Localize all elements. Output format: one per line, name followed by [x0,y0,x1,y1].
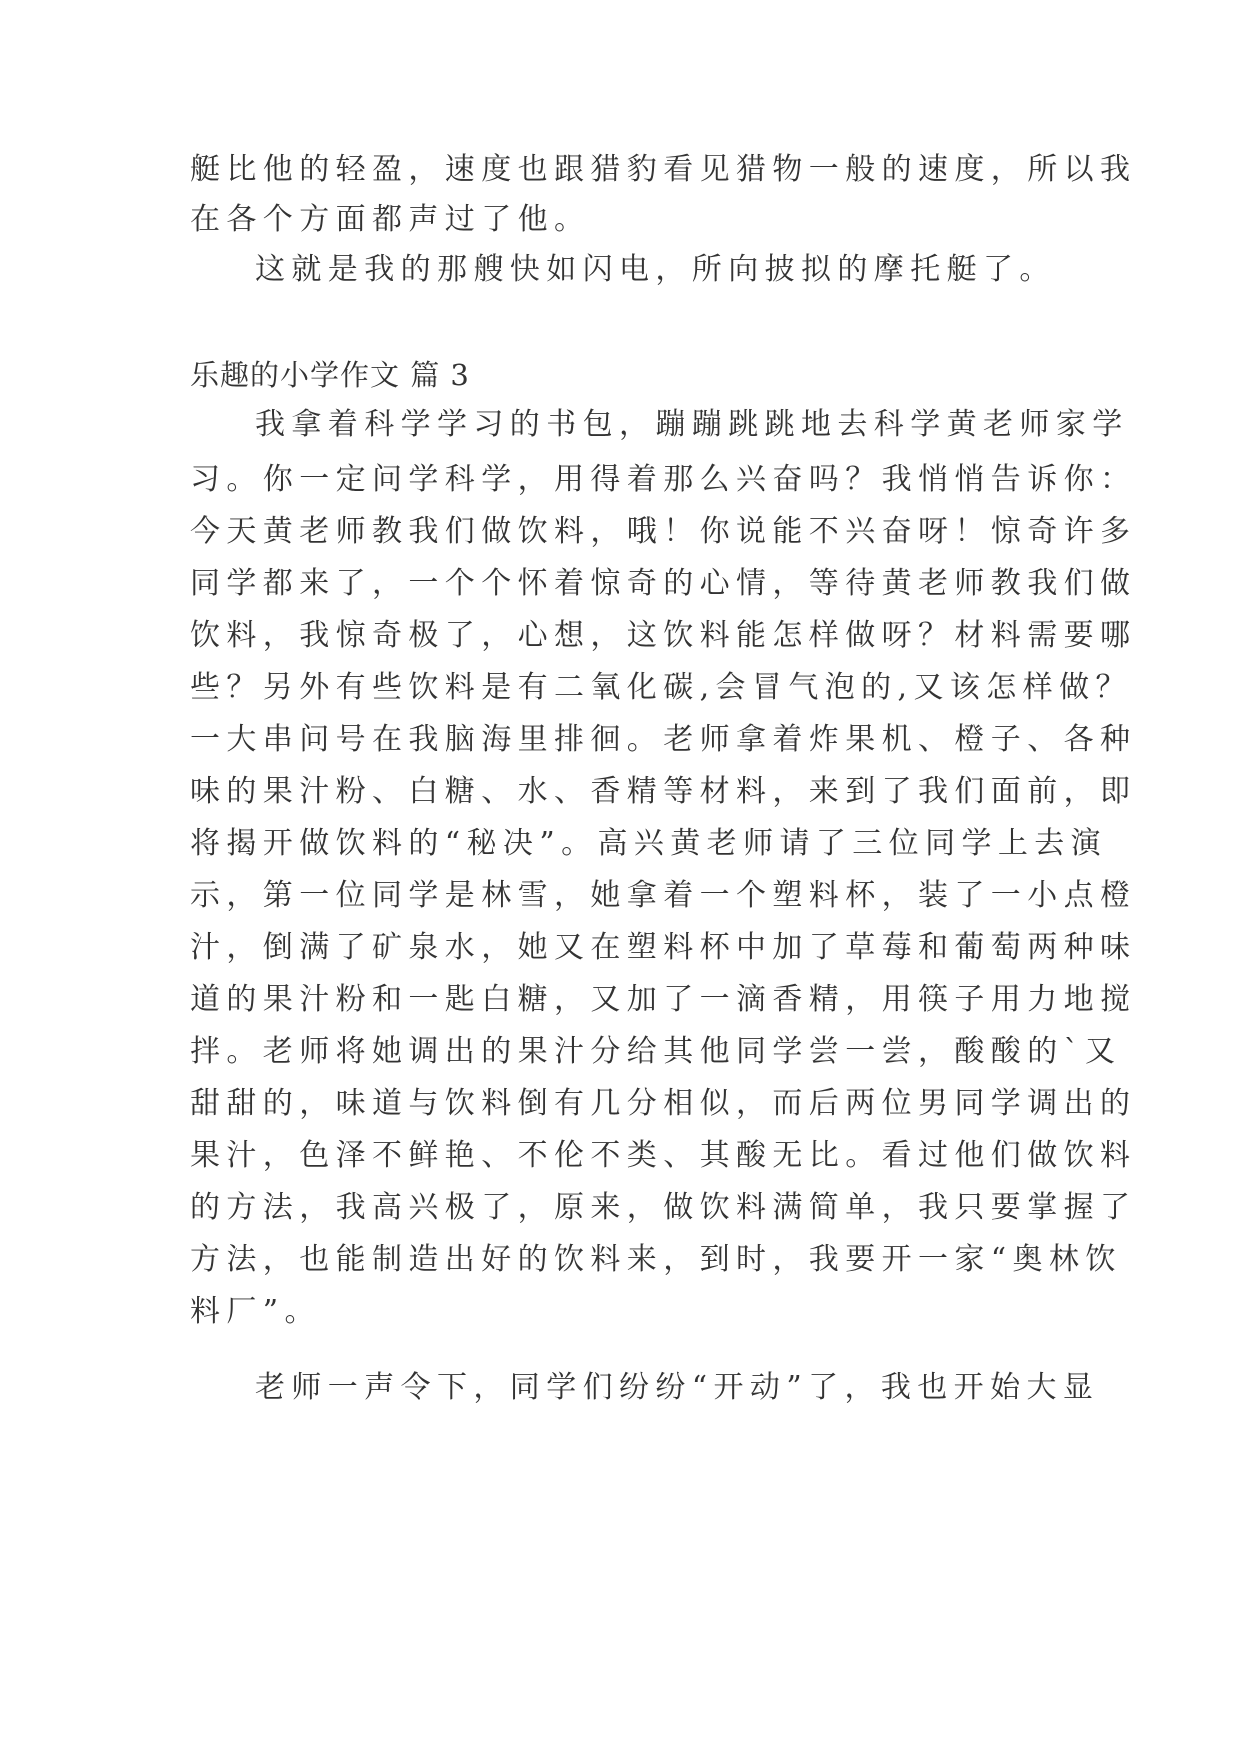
text-line-16: 拌。老师将她调出的果汁分给其他同学尝一尝，酸酸的`又 [190,1034,1122,1069]
text-line-5: 习。你一定问学科学，用得着那么兴奋吗？我悄悄告诉你： [190,462,1137,497]
text-line-17: 甜甜的，味道与饮料倒有几分相似，而后两位男同学调出的 [190,1086,1137,1121]
text-line-12: 将揭开做饮料的“秘决”。高兴黄老师请了三位同学上去演 [190,826,1108,861]
text-line-11: 味的果汁粉、白糖、水、香精等材料，来到了我们面前，即 [190,774,1137,809]
text-line-21: 料厂”。 [190,1294,321,1329]
text-line-2: 在各个方面都声过了他。 [190,202,591,237]
text-line-20: 方法，也能制造出好的饮料来，到时，我要开一家“奥林饮 [190,1242,1122,1277]
text-line-4: 我拿着科学学习的书包，蹦蹦跳跳地去科学黄老师家学 [255,407,1129,442]
text-line-18: 果汁，色泽不鲜艳、不伦不类、其酸无比。看过他们做饮料 [190,1138,1137,1173]
text-line-15: 道的果汁粉和一匙白糖，又加了一滴香精，用筷子用力地搅 [190,982,1137,1017]
text-line-14: 汁，倒满了矿泉水，她又在塑料杯中加了草莓和葡萄两种味 [190,930,1137,965]
text-line-9: 些？另外有些饮料是有二氧化碳,会冒气泡的,又该怎样做？ [190,670,1132,705]
text-line-22: 老师一声令下，同学们纷纷“开动”了，我也开始大显 [255,1370,1100,1405]
text-line-1: 艇比他的轻盈，速度也跟猎豹看见猎物一般的速度，所以我 [190,152,1137,187]
text-line-7: 同学都来了，一个个怀着惊奇的心情，等待黄老师教我们做 [190,566,1137,601]
text-line-8: 饮料，我惊奇极了，心想，这饮料能怎样做呀？材料需要哪 [190,618,1137,653]
text-line-3: 这就是我的那艘快如闪电，所向披拟的摩托艇了。 [255,252,1056,287]
text-line-6: 今天黄老师教我们做饮料，哦！你说能不兴奋呀！惊奇许多 [190,514,1137,549]
text-line-10: 一大串问号在我脑海里排徊。老师拿着炸果机、橙子、各种 [190,722,1137,757]
section-heading: 乐趣的小学作文 篇 3 [190,358,470,392]
text-line-19: 的方法，我高兴极了，原来，做饮料满简单，我只要掌握了 [190,1190,1137,1225]
text-line-13: 示，第一位同学是林雪，她拿着一个塑料杯，装了一小点橙 [190,878,1137,913]
